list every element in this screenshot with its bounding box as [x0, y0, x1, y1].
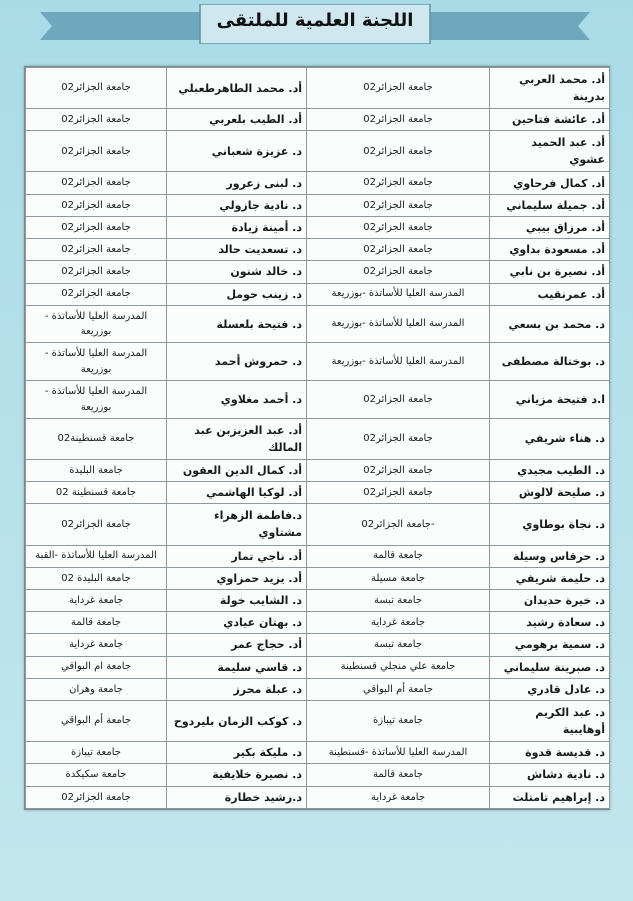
member-name: د. عبد الكريم أوهايبية — [490, 701, 610, 742]
member-institution: جامعة الجزائر02 — [307, 459, 490, 481]
member-name: د. مليكة بكير — [167, 742, 307, 764]
member-institution: جامعة الجزائر02 — [307, 482, 490, 504]
table-row — [26, 131, 610, 172]
member-institution: جامعة الجزائر02 — [26, 194, 167, 216]
member-name: د. أمينة زيادة — [167, 216, 307, 238]
member-name: د. سمية برهومي — [490, 634, 610, 656]
member-institution: جامعة سكيكدة — [26, 764, 167, 786]
member-institution: جامعة وهران — [26, 678, 167, 700]
table-row — [26, 343, 610, 381]
table-row — [26, 482, 610, 504]
member-institution: جامعة البليدة 02 — [26, 567, 167, 589]
member-institution: جامعة تيبازة — [26, 742, 167, 764]
member-institution: المدرسة العليا للأساتذة -القبة — [26, 545, 167, 567]
table-row — [26, 545, 610, 567]
member-institution: جامعة البليدة — [26, 459, 167, 481]
member-name: د. الشايب خولة — [167, 589, 307, 611]
member-institution: جامعة قالمة — [307, 764, 490, 786]
table-row — [26, 656, 610, 678]
title-banner — [40, 4, 590, 44]
member-name: د. فتيحة بلعسلة — [167, 305, 307, 343]
member-institution: جامعة غرداية — [26, 634, 167, 656]
table-row — [26, 283, 610, 305]
table-row — [26, 68, 610, 109]
member-institution: جامعة الجزائر02 — [307, 109, 490, 131]
table-row — [26, 109, 610, 131]
member-name: د. حليمة شريفي — [490, 567, 610, 589]
member-institution: جامعة الجزائر02 — [26, 504, 167, 545]
member-institution: جامعة قالمة — [307, 545, 490, 567]
member-institution: جامعة تبسة — [307, 589, 490, 611]
member-name: د. صليحة لالوش — [490, 482, 610, 504]
member-institution: المدرسة العليا للأساتذة -بوزريعة — [307, 343, 490, 381]
member-institution: جامعة قسنطينة 02 — [26, 482, 167, 504]
table-row — [26, 504, 610, 545]
member-name: د. بهتان عيادي — [167, 612, 307, 634]
table-row — [26, 612, 610, 634]
member-name: د. نادية دشاش — [490, 764, 610, 786]
member-institution: جامعة الجزائر02 — [307, 381, 490, 419]
member-name: د. نجاة بوطاوي — [490, 504, 610, 545]
member-name: د.رشيد خطارة — [167, 786, 307, 808]
table-row — [26, 239, 610, 261]
table-row — [26, 764, 610, 786]
member-name: د. هناء شريفي — [490, 418, 610, 459]
member-name: د. بوختالة مصطفى — [490, 343, 610, 381]
member-name: أد. ناجي تمار — [167, 545, 307, 567]
member-name: د. كوكب الزمان بليردوح — [167, 701, 307, 742]
member-institution: جامعة الجزائر02 — [307, 194, 490, 216]
member-name: د. قديسة قدوة — [490, 742, 610, 764]
member-name: أد. نصيرة بن نابي — [490, 261, 610, 283]
member-institution: جامعة الجزائر02 — [307, 418, 490, 459]
page-title: اللجنة العلمية للملتقى — [216, 10, 414, 31]
member-name: أد. عمرنقيب — [490, 283, 610, 305]
member-institution: جامعة غرداية — [307, 612, 490, 634]
member-name: أد. مسعودة بداوي — [490, 239, 610, 261]
table-row — [26, 381, 610, 419]
table-row — [26, 459, 610, 481]
member-institution: جامعة علي منجلي قسنطينة — [307, 656, 490, 678]
member-name: د. صبرينة سليماني — [490, 656, 610, 678]
table-row — [26, 305, 610, 343]
committee-table — [25, 67, 610, 809]
member-institution: جامعة الجزائر02 — [26, 216, 167, 238]
member-institution: جامعة الجزائر02 — [26, 786, 167, 808]
member-name: د. الطيب مجيدي — [490, 459, 610, 481]
table-row — [26, 678, 610, 700]
member-institution: جامعة غرداية — [307, 786, 490, 808]
table-row — [26, 742, 610, 764]
member-name: د. قاسي سليمة — [167, 656, 307, 678]
member-institution: جامعة الجزائر02 — [26, 261, 167, 283]
table-row — [26, 261, 610, 283]
member-name: د. محمد بن بسعي — [490, 305, 610, 343]
member-name: د. حرقاس وسيلة — [490, 545, 610, 567]
member-institution: جامعة أم البواقي — [307, 678, 490, 700]
member-name: أد. محمد الطاهرطعبلي — [167, 68, 307, 109]
member-name: د. نادية جازولي — [167, 194, 307, 216]
member-name: د. عزيزة شعباني — [167, 131, 307, 172]
member-name: د. سعادة رشيد — [490, 612, 610, 634]
member-name: د. خيرة حديدان — [490, 589, 610, 611]
member-name: أد. مرزاق بيبي — [490, 216, 610, 238]
member-institution: جامعة الجزائر02 — [307, 131, 490, 172]
member-name: د. تسعديت حالد — [167, 239, 307, 261]
member-institution: المدرسة العليا للأساتذة -بوزريعة — [307, 305, 490, 343]
table-row — [26, 786, 610, 808]
member-name: ا.د فتيحة مزياني — [490, 381, 610, 419]
member-institution: جامعة مسيلة — [307, 567, 490, 589]
member-name: د. خالد شنون — [167, 261, 307, 283]
member-name: د. إبراهيم تامتلت — [490, 786, 610, 808]
table-row — [26, 634, 610, 656]
member-name: د.فاطمة الزهراء مشتاوي — [167, 504, 307, 545]
member-institution: جامعة الجزائر02 — [307, 261, 490, 283]
member-name: د. زينب حومل — [167, 283, 307, 305]
member-institution: المدرسة العليا للأساتذة - بوزريعة — [26, 305, 167, 343]
table-row — [26, 418, 610, 459]
member-institution: المدرسة العليا للأساتذة -بوزريعة — [307, 283, 490, 305]
member-institution: جامعة الجزائر02 — [307, 239, 490, 261]
member-institution: جامعة الجزائر02 — [26, 239, 167, 261]
member-institution: جامعة الجزائر02 — [307, 216, 490, 238]
member-institution: المدرسة العليا للأساتذة - بوزريعة — [26, 381, 167, 419]
table-row — [26, 172, 610, 194]
member-name: د. عبلة محرز — [167, 678, 307, 700]
member-name: أد. يزيد حمزاوي — [167, 567, 307, 589]
member-institution: جامعة الجزائر02 — [307, 68, 490, 109]
committee-table-sheet — [24, 66, 610, 810]
member-name: أد. كمال الدين العقون — [167, 459, 307, 481]
member-name: أد. عائشة فتاحين — [490, 109, 610, 131]
table-row — [26, 589, 610, 611]
member-institution: جامعة الجزائر02 — [26, 283, 167, 305]
table-row — [26, 194, 610, 216]
member-name: أد. محمد العربي بدرينة — [490, 68, 610, 109]
member-institution: جامعة الجزائر02 — [307, 172, 490, 194]
member-institution: جامعة الجزائر02 — [26, 131, 167, 172]
member-institution: جامعة أم البواقي — [26, 701, 167, 742]
member-name: د. عادل قادري — [490, 678, 610, 700]
member-institution: جامعة ام البواقي — [26, 656, 167, 678]
member-institution: جامعة الجزائر02 — [26, 68, 167, 109]
member-institution: جامعة غرداية — [26, 589, 167, 611]
member-name: د. لبنى زعرور — [167, 172, 307, 194]
member-name: أد. عبد الحميد عشوي — [490, 131, 610, 172]
member-institution: المدرسة العليا للأساتذة - بوزريعة — [26, 343, 167, 381]
member-institution: جامعة الجزائر02 — [26, 109, 167, 131]
member-institution: جامعة تيبازة — [307, 701, 490, 742]
member-institution: جامعة الجزائر02 — [26, 172, 167, 194]
member-name: أد. كمال فرحاوي — [490, 172, 610, 194]
member-institution: جامعة قسنطينة02 — [26, 418, 167, 459]
member-name: أد. حجاج عمر — [167, 634, 307, 656]
member-institution: المدرسة العليا للأساتذة -قسنطينة — [307, 742, 490, 764]
member-institution: جامعة قالمة — [26, 612, 167, 634]
member-name: د. حمروش أحمد — [167, 343, 307, 381]
member-name: أد. الطيب بلعربي — [167, 109, 307, 131]
table-row — [26, 701, 610, 742]
table-row — [26, 216, 610, 238]
member-name: د. أحمد مغلاوي — [167, 381, 307, 419]
table-row — [26, 567, 610, 589]
member-institution: -جامعة الجزائر02 — [307, 504, 490, 545]
member-name: د. نصيرة خلايفية — [167, 764, 307, 786]
member-name: أد. عبد العزيزبن عبد المالك — [167, 418, 307, 459]
member-name: أد. لوكيا الهاشمي — [167, 482, 307, 504]
member-institution: جامعة تبسة — [307, 634, 490, 656]
member-name: أد. جميلة سليماني — [490, 194, 610, 216]
